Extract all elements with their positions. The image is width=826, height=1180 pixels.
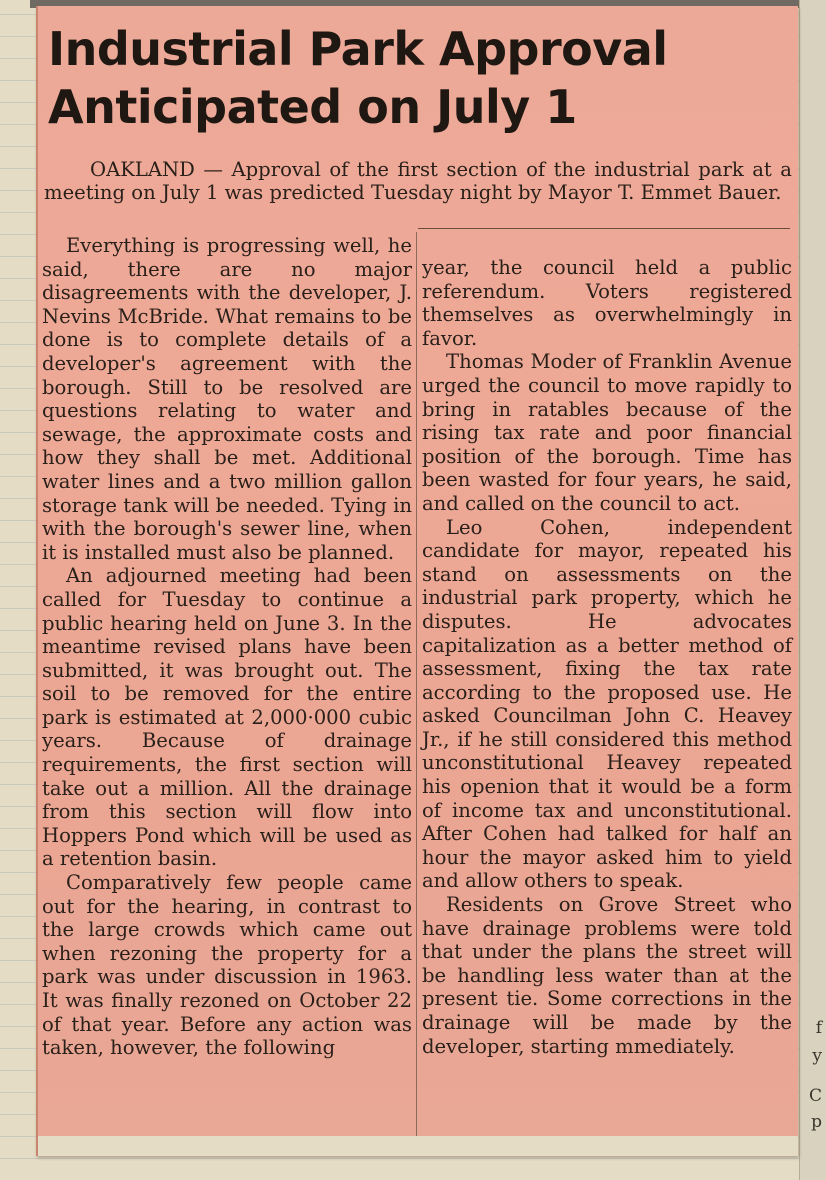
- body-paragraph: Residents on Grove Street who have drainage problems were told that under the plans the street will be handling less water than at the present tie. Some corrections in the drainage will be made by the developer, starting mmediately.: [422, 893, 792, 1058]
- headline-line-1: Industrial Park Approval: [48, 22, 668, 76]
- column-divider: [416, 232, 417, 1146]
- adjacent-page-edge: [799, 0, 826, 1180]
- left-column: [42, 234, 412, 1060]
- headline-line-2: Anticipated on July 1: [48, 80, 577, 134]
- body-paragraph: Leo Cohen, independent candidate for mayor, repeated his stand on assessments on the industrial park property, which he disputes. He advocates capitalization as a better method of assessment, fixing the tax rate according to the proposed use. He asked Councilman John C. Heavey Jr., if he still considered this method unconstitutional Heavey repeated his openion that it would be a form of income tax and unconstitutional. After Cohen had talked for half an hour the mayor asked him to yield and allow others to speak.: [422, 515, 792, 893]
- edge-letter: f: [815, 1018, 822, 1038]
- right-column: [422, 256, 792, 1058]
- newspaper-clipping: [36, 6, 798, 1156]
- body-paragraph: Everything is progressing well, he said, there are no major disagreements with the developer, J. Nevins McBride. What remains to be done is to complete details of a developer's agreement with the borough. Still to be resolved are questions relating to water and sewage, the approximate costs and how they shall be met. Additional water lines and a two million gallon storage tank will be needed. Tying in with the borough's sewer line, when it is installed must also be planned.: [42, 234, 412, 564]
- lead-paragraph: OAKLAND — Approval of the first section of the industrial park at a meeting on July 1 was predicted Tuesday night by Mayor T. Emmet Bauer.: [44, 158, 792, 204]
- edge-letter: y: [812, 1046, 822, 1066]
- body-paragraph: Thomas Moder of Franklin Avenue urged the council to move rapidly to bring in ratables because of the rising tax rate and poor financial position of the borough. Time has been wasted for four years, he said, and called on the council to act.: [422, 350, 792, 515]
- headline: [48, 20, 788, 136]
- bottom-rule: [46, 1144, 794, 1146]
- continued-paragraph: year, the council held a public referendum. Voters registered themselves as overwhelmingly in favor.: [422, 256, 792, 350]
- edge-letter: C: [808, 1086, 822, 1106]
- body-paragraph: Comparatively few people came out for the hearing, in contrast to the large crowds which came out when rezoning the property for a park was under discussion in 1963. It was finally rezoned on October 22 of that year. Before any action was taken, however, the following: [42, 871, 412, 1060]
- body-paragraph: An adjourned meeting had been called for Tuesday to continue a public hearing held on June 3. In the meantime revised plans have been submitted, it was brought out. The soil to be removed for the entire park is estimated at 2,000·000 cubic years. Because of drainage requirements, the first section will take out a million. All the drainage from this section will flow into Hoppers Pond which will be used as a retention basin.: [42, 564, 412, 871]
- column-rule: [418, 228, 790, 229]
- edge-letter: p: [811, 1112, 822, 1132]
